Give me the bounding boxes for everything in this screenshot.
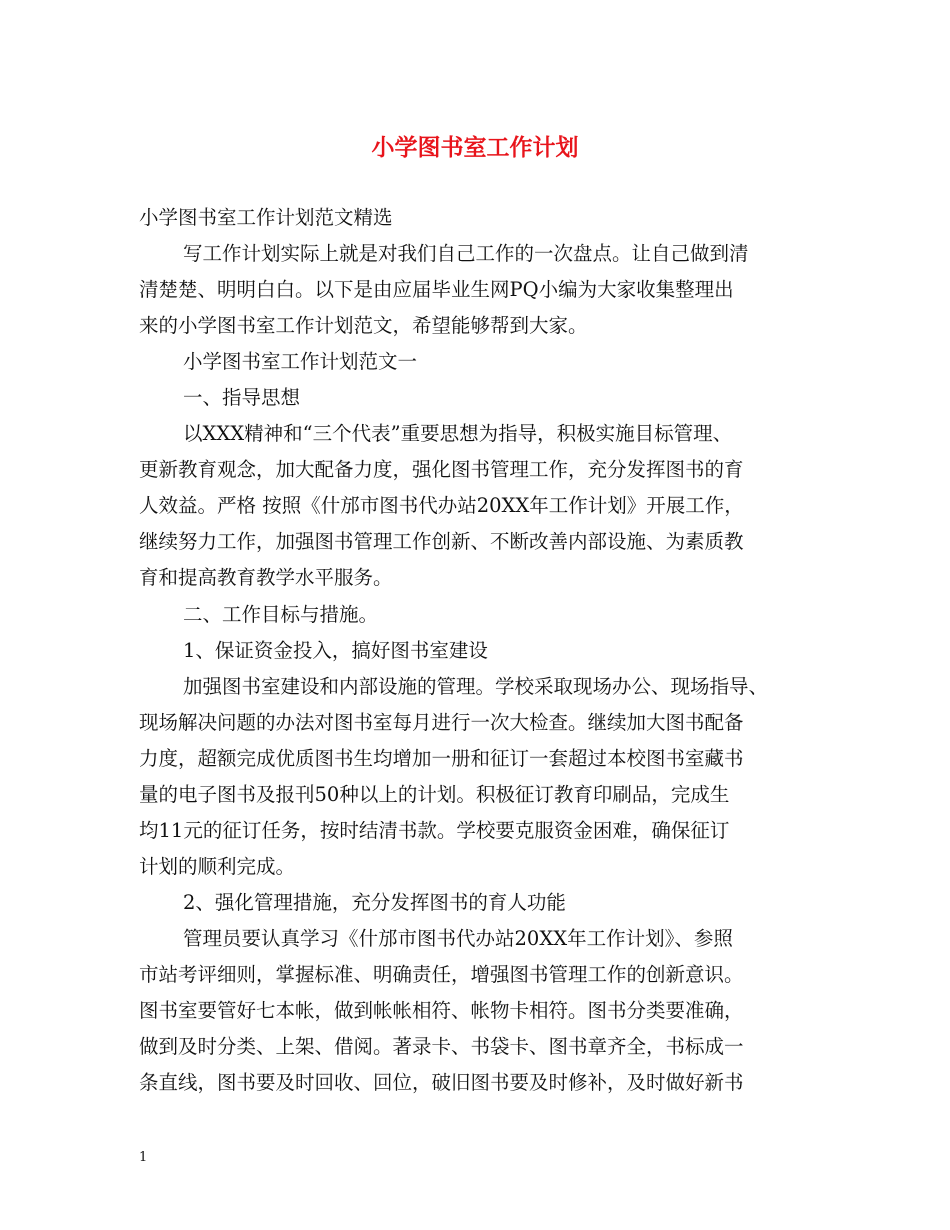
body-line: 加强图书室建设和内部设施的管理。学校采取现场办公、现场指导、 — [183, 674, 769, 698]
body-line: 量的电子图书及报刊50种以上的计划。积极征订教育印刷品，完成生 — [139, 782, 730, 806]
body-line: 条直线，图书要及时回收、回位，破旧图书要及时修补，及时做好新书 — [139, 1071, 744, 1095]
document-title: 小学图书室工作计划 — [371, 134, 579, 161]
body-line: 力度，超额完成优质图书生均增加一册和征订一套超过本校图书室藏书 — [139, 746, 744, 770]
body-line: 人效益。严格 按照《什邡市图书代办站20XX年工作计划》开展工作， — [139, 494, 744, 518]
body-line: 做到及时分类、上架、借阅。著录卡、书袋卡、图书章齐全，书标成一 — [139, 1035, 744, 1059]
body-line: 继续努力工作，加强图书管理工作创新、不断改善内部设施、为素质教 — [139, 530, 744, 554]
body-line: 以XXX精神和“三个代表”重要思想为指导，积极实施目标管理、 — [183, 422, 733, 446]
body-line: 现场解决问题的办法对图书室每月进行一次大检查。继续加大图书配备 — [139, 710, 744, 734]
body-line: 2、强化管理措施，充分发挥图书的育人功能 — [183, 890, 566, 914]
body-line: 1、保证资金投入，搞好图书室建设 — [183, 638, 488, 662]
body-line: 二、工作目标与措施。 — [183, 602, 379, 626]
page-number: 1 — [139, 1150, 148, 1165]
body-line: 小学图书室工作计划范文精选 — [139, 206, 393, 229]
body-line: 清楚楚、明明白白。以下是由应届毕业生网PQ小编为大家收集整理出 — [139, 278, 734, 302]
body-line: 计划的顺利完成。 — [139, 854, 296, 878]
body-line: 育和提高教育教学水平服务。 — [139, 566, 393, 590]
body-line: 更新教育观念，加大配备力度，强化图书管理工作，充分发挥图书的育 — [139, 458, 744, 482]
body-line: 均11元的征订任务，按时结清书款。学校要克服资金困难，确保征订 — [139, 818, 730, 842]
body-line: 市站考评细则，掌握标准、明确责任，增强图书管理工作的创新意识。 — [139, 962, 744, 986]
body-line: 小学图书室工作计划范文一 — [183, 350, 418, 374]
document-body — [139, 200, 819, 1101]
body-line: 管理员要认真学习《什邡市图书代办站20XX年工作计划》、参照 — [183, 926, 733, 950]
body-line: 来的小学图书室工作计划范文，希望能够帮到大家。 — [139, 314, 588, 338]
body-line: 一、指导思想 — [183, 386, 301, 410]
body-line: 图书室要管好七本帐，做到帐帐相符、帐物卡相符。图书分类要准确， — [139, 999, 744, 1023]
body-line: 写工作计划实际上就是对我们自己工作的一次盘点。让自己做到清 — [183, 242, 749, 266]
